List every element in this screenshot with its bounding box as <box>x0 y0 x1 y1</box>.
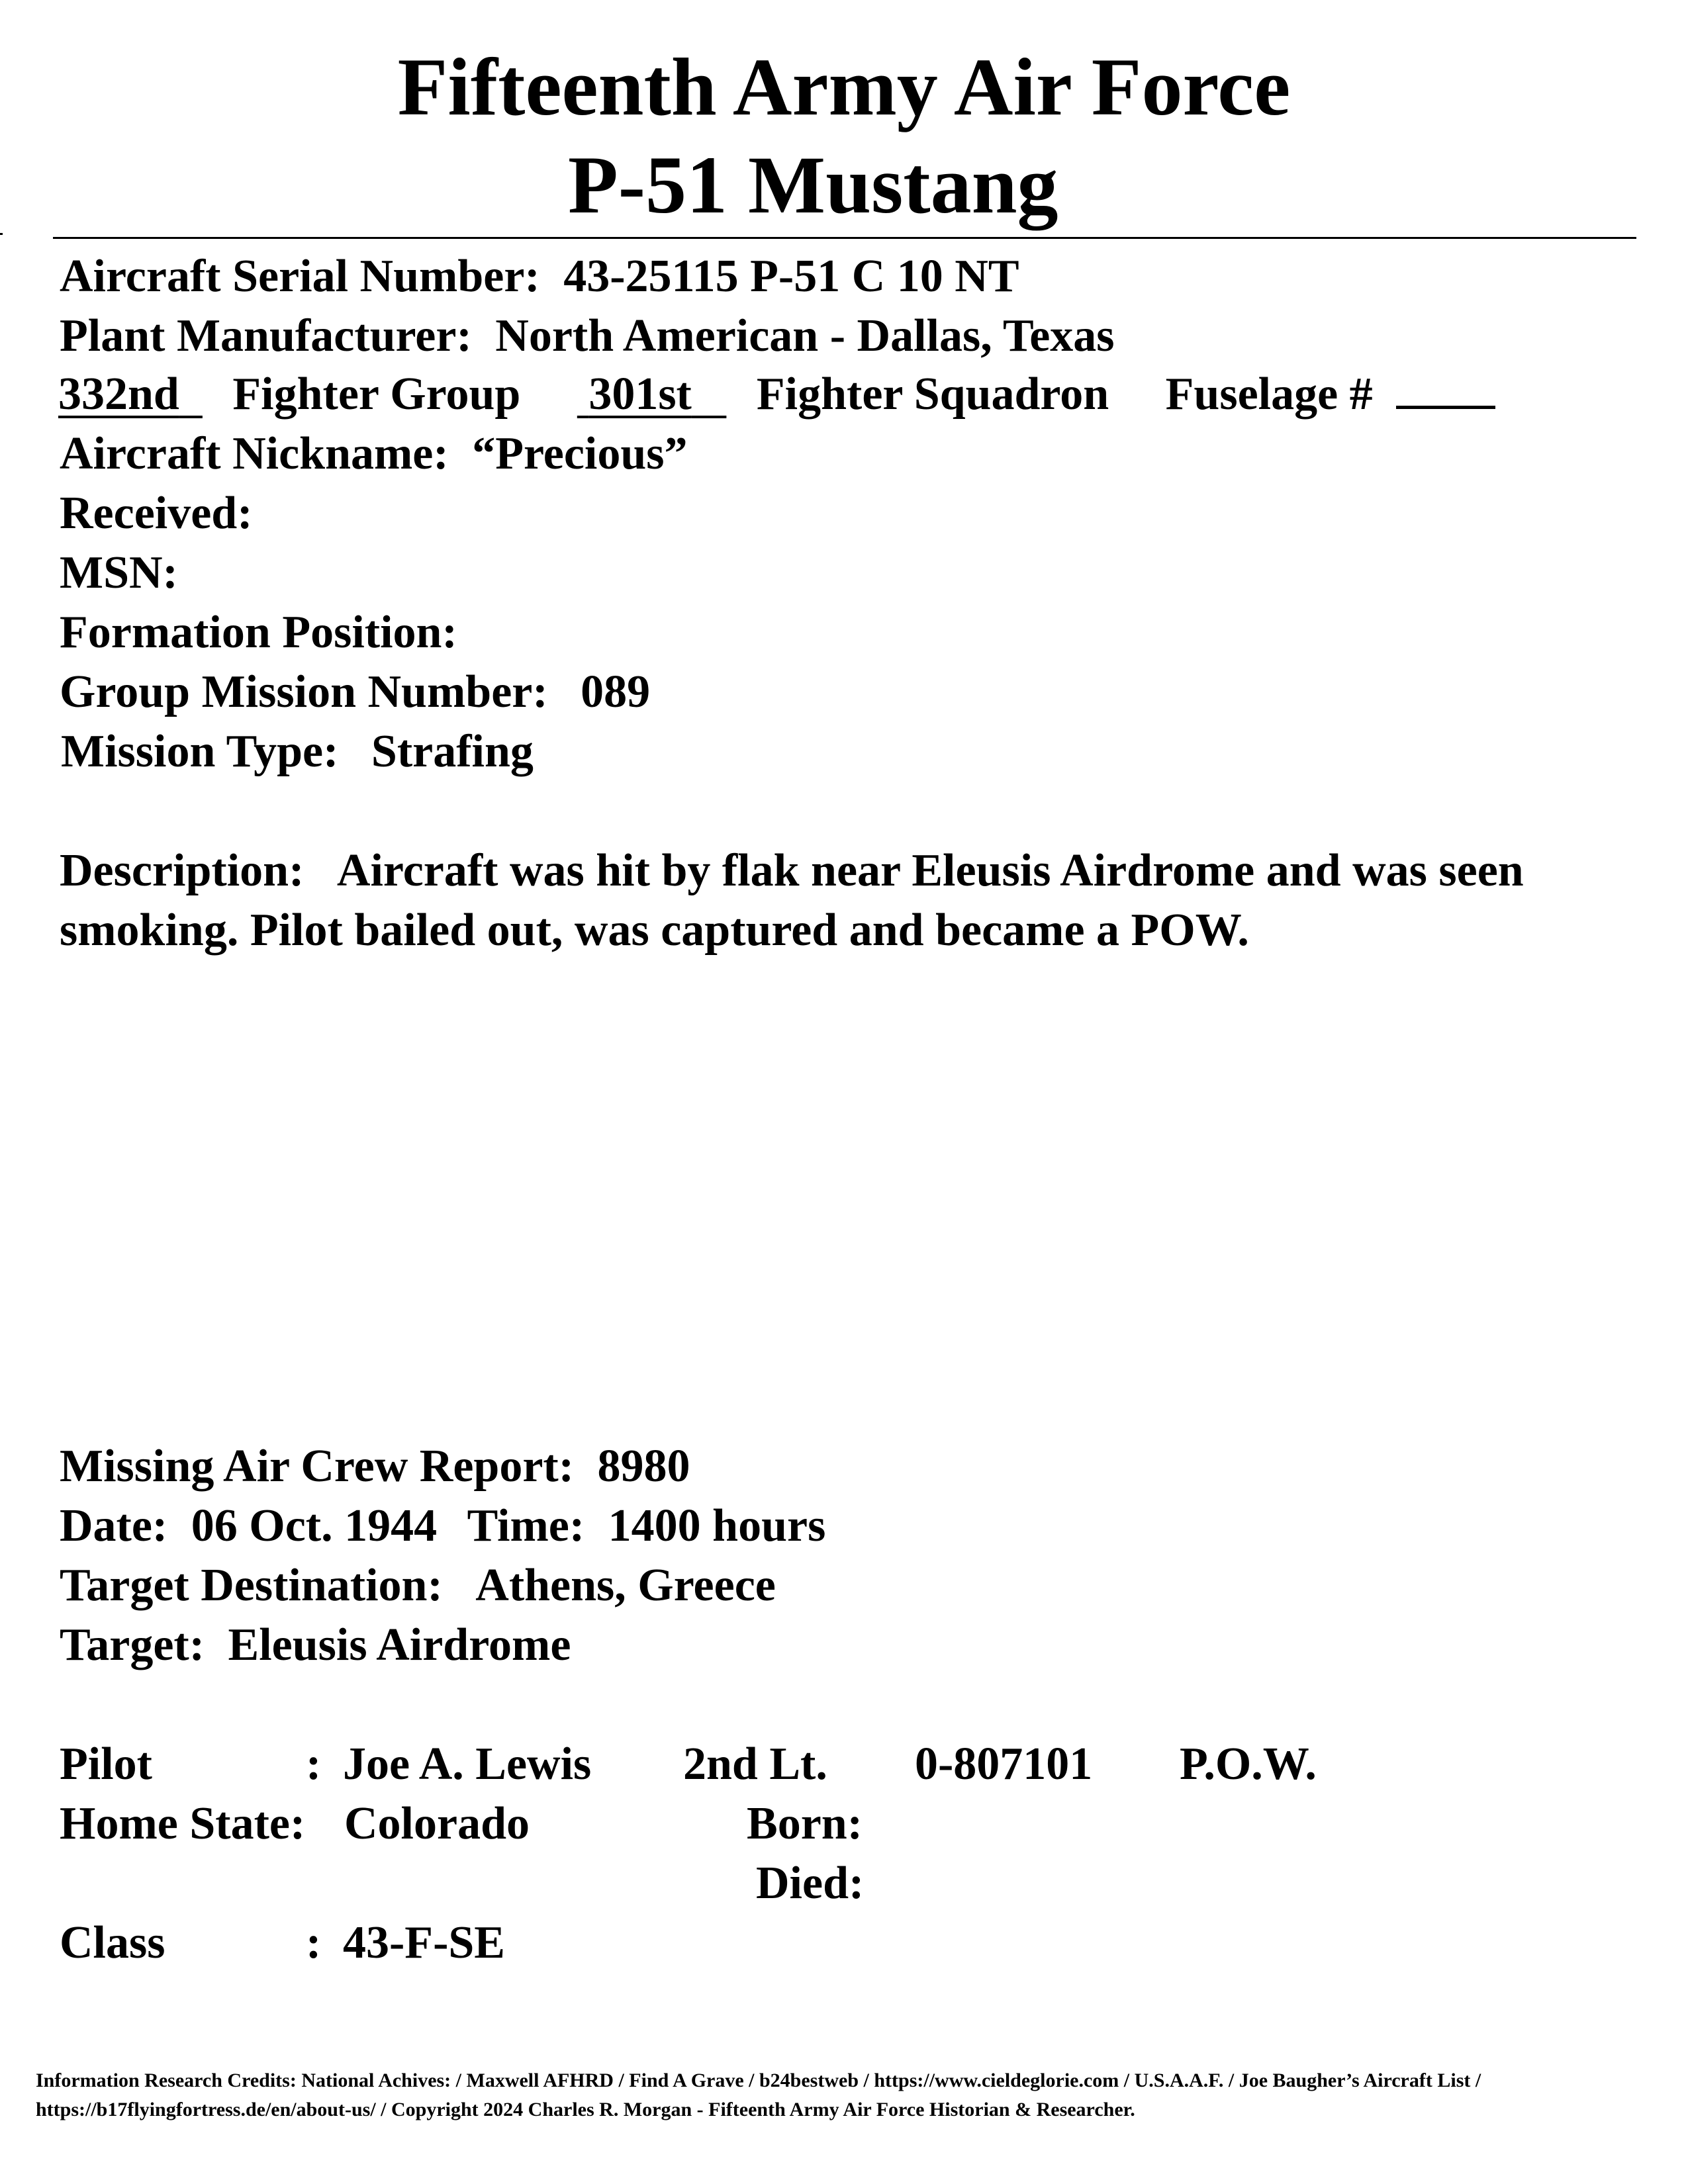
plant-value: North American - Dallas, Texas <box>495 310 1115 361</box>
destination-value: Athens, Greece <box>475 1560 776 1611</box>
pilot-status: P.O.W. <box>1180 1739 1317 1790</box>
description-label: Description: <box>60 845 305 896</box>
time-value: 1400 hours <box>608 1500 826 1551</box>
mission-type-label: Mission Type: <box>61 726 339 777</box>
group-mission-value: 089 <box>581 666 651 717</box>
class-value: 43-F-SE <box>343 1917 505 1968</box>
msn-label: MSN: <box>60 547 178 598</box>
mission-type-row <box>61 726 534 777</box>
class-colon: : <box>306 1917 322 1968</box>
margin-mark <box>0 233 3 235</box>
macr-row <box>60 1443 690 1490</box>
born-label: Born: <box>747 1798 863 1849</box>
description-text-1: Aircraft was hit by flak near Eleusis Airdrome and was seen <box>336 845 1524 896</box>
plant-label: Plant Manufacturer: <box>60 310 472 361</box>
pilot-serial: 0-807101 <box>915 1739 1093 1790</box>
target-label: Target: <box>60 1619 205 1670</box>
time-label: Time: <box>467 1500 585 1551</box>
header-divider <box>53 237 1636 239</box>
pilot-name: Joe A. Lewis <box>343 1739 592 1790</box>
description-line-1 <box>60 845 1524 896</box>
class-label: Class <box>60 1917 165 1968</box>
unit-row <box>58 371 1495 418</box>
destination-label: Target Destination: <box>60 1560 443 1611</box>
group-mission-label: Group Mission Number: <box>60 666 548 717</box>
home-state-label: Home State: <box>60 1798 306 1849</box>
fuselage-label: Fuselage # <box>1165 369 1373 420</box>
plant-row <box>60 310 1115 361</box>
target-row <box>60 1619 571 1670</box>
date-label: Date: <box>60 1500 168 1551</box>
formation-label: Formation Position: <box>60 607 457 658</box>
pilot-label: Pilot <box>60 1739 152 1790</box>
mission-type-value: Strafing <box>371 726 534 777</box>
squadron-label: Fighter Squadron <box>756 369 1109 420</box>
serial-value: 43-25115 P-51 C 10 NT <box>563 251 1019 302</box>
group-mission-row <box>60 666 651 717</box>
credits-line-1: Information Research Credits: National Achives: / Maxwell AFHRD / Find A Grave / b24bestweb / https://www.cieldeglorie.com / U.S.A.A.F. / Joe Baugher’s Aircraft List / <box>36 2070 1481 2091</box>
macr-label: Missing Air Crew Report: <box>60 1441 575 1492</box>
nickname-value: “Precious” <box>472 428 688 479</box>
page-subtitle: P-51 Mustang <box>568 140 1058 230</box>
received-label: Received: <box>60 488 253 539</box>
credits-line-2: https://b17flyingfortress.de/en/about-us/ / Copyright 2024 Charles R. Morgan - Fifteenth Army Air Force Historian & Researcher. <box>36 2099 1135 2120</box>
target-value: Eleusis Airdrome <box>228 1619 571 1670</box>
page-title: Fifteenth Army Air Force <box>397 42 1291 132</box>
destination-row <box>60 1560 776 1611</box>
serial-label: Aircraft Serial Number: <box>60 251 540 302</box>
serial-row <box>60 253 1019 300</box>
group-label: Fighter Group <box>232 369 521 420</box>
nickname-row <box>60 428 688 479</box>
squadron-number: 301st <box>588 369 692 420</box>
nickname-label: Aircraft Nickname: <box>60 428 449 479</box>
died-label: Died: <box>756 1858 865 1909</box>
pilot-rank: 2nd Lt. <box>683 1739 827 1790</box>
macr-value: 8980 <box>597 1441 690 1492</box>
home-state-value: Colorado <box>344 1798 530 1849</box>
group-number: 332nd <box>58 369 179 420</box>
pilot-colon: : <box>306 1739 322 1790</box>
date-time-row <box>60 1500 826 1551</box>
date-value: 06 Oct. 1944 <box>191 1500 438 1551</box>
description-text-2: smoking. Pilot bailed out, was captured and became a POW. <box>60 905 1249 956</box>
fuselage-blank <box>1396 371 1495 409</box>
